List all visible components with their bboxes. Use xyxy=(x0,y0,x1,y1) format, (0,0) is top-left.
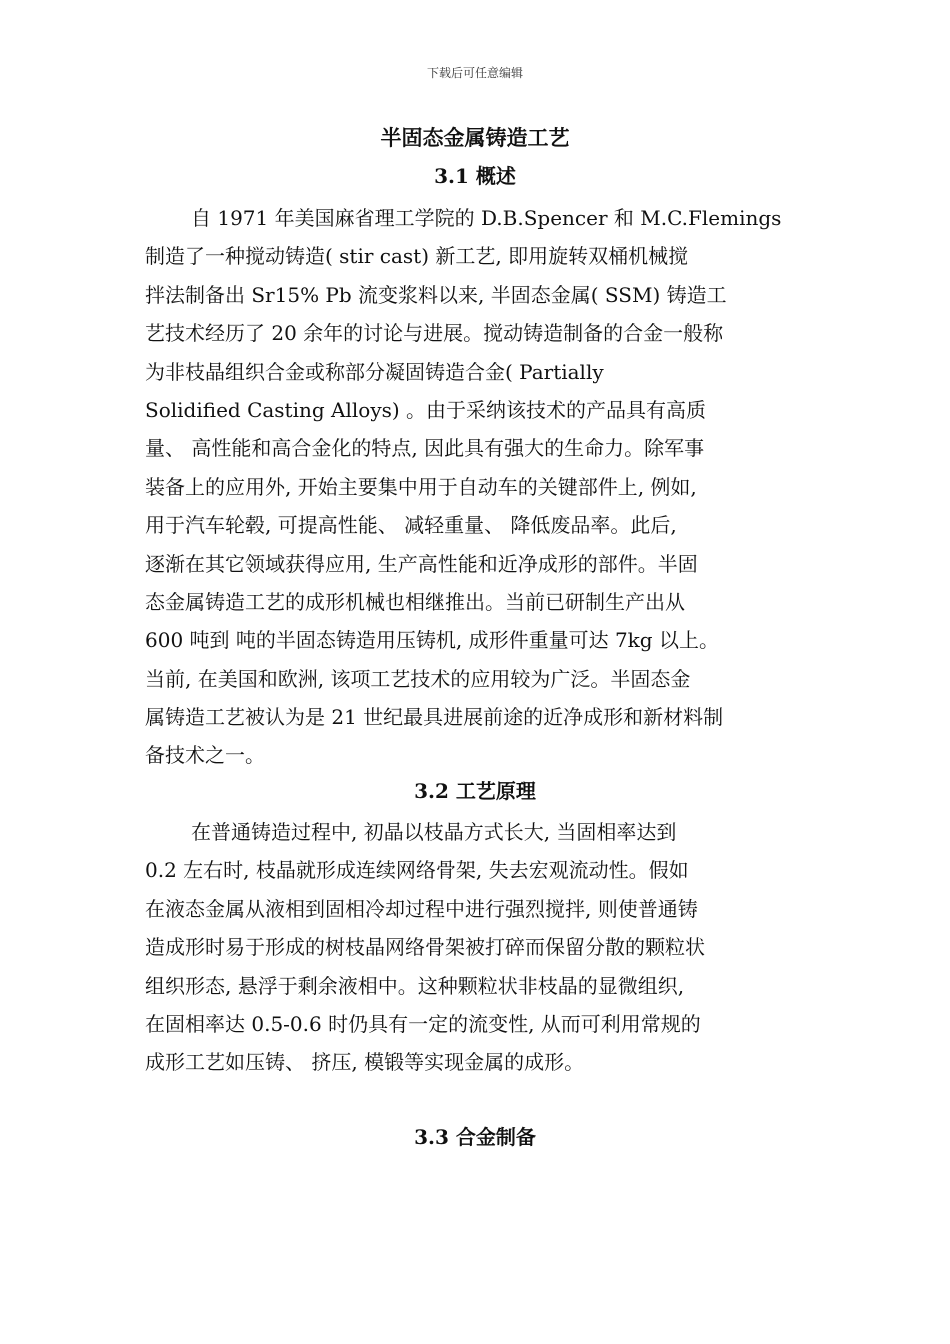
paragraph-line: 为非枝晶组织合金或称部分凝固铸造合金( Partially xyxy=(145,359,604,384)
paragraph-line: 装备上的应用外, 开始主要集中用于自动车的关键部件上, 例如, xyxy=(145,474,697,499)
paragraph-line: 当前, 在美国和欧洲, 该项工艺技术的应用较为广泛。半固态金 xyxy=(145,666,691,691)
paragraph-line: 在液态金属从液相到固相冷却过程中进行强烈搅拌, 则使普通铸 xyxy=(145,896,698,921)
paragraph-line: 态金属铸造工艺的成形机械也相继推出。当前已研制生产出从 xyxy=(145,589,685,614)
paragraph-line: 在普通铸造过程中, 初晶以枝晶方式长大, 当固相率达到 xyxy=(191,820,677,844)
paragraph-line: 0.2 左右时, 枝晶就形成连续网络骨架, 失去宏观流动性。假如 xyxy=(145,858,689,883)
paragraph-line: 量、 高性能和高合金化的特点, 因此具有强大的生命力。除军事 xyxy=(145,436,705,461)
paragraph-line: 组织形态, 悬浮于剩余液相中。这种颗粒状非枝晶的显微组织, xyxy=(145,973,685,998)
paragraph-line: 艺技术经历了 20 余年的讨论与进展。搅动铸造制备的合金一般称 xyxy=(145,321,724,346)
paragraph-line: 600 吨到 吨的半固态铸造用压铸机, 成形件重量可达 7kg 以上。 xyxy=(145,628,719,653)
paragraph-line: 在固相率达 0.5-0.6 时仍具有一定的流变性, 从而可利用常规的 xyxy=(145,1011,701,1036)
paragraph-line: 造成形时易于形成的树枝晶网络骨架被打碎而保留分散的颗粒状 xyxy=(145,935,705,960)
paragraph-overview xyxy=(145,199,810,775)
paragraph-line: Solidified Casting Alloys) 。由于采纳该技术的产品具有高质 xyxy=(145,397,707,422)
paragraph-line: 成形工艺如压铸、 挤压, 模锻等实现金属的成形。 xyxy=(145,1050,585,1075)
paragraph-line: 制造了一种搅动铸造( stir cast) 新工艺, 即用旋转双桶机械搅 xyxy=(145,244,689,269)
document-title: 半固态金属铸造工艺 xyxy=(380,125,570,150)
paragraph-line: 属铸造工艺被认为是 21 世纪最具进展前途的近净成形和新材料制 xyxy=(145,705,724,730)
paragraph-line: 用于汽车轮毂, 可提高性能、 减轻重量、 降低废品率。此后, xyxy=(145,513,677,538)
paragraph-principle xyxy=(145,813,810,1082)
paragraph-line: 逐渐在其它领域获得应用, 生产高性能和近净成形的部件。半固 xyxy=(145,551,698,576)
section-heading-overview: 3.1 概述 xyxy=(434,164,516,188)
paragraph-line: 备技术之一。 xyxy=(145,743,265,768)
section-heading-principle: 3.2 工艺原理 xyxy=(414,779,536,803)
paragraph-line: 自 1971 年美国麻省理工学院的 D.B.Spencer 和 M.C.Flemings xyxy=(191,206,782,230)
page-header-note: 下载后可任意编辑 xyxy=(426,66,523,80)
paragraph-line: 拌法制备出 Sr15% Pb 流变浆料以来, 半固态金属( SSM) 铸造工 xyxy=(145,282,727,307)
section-heading-alloy-preparation: 3.3 合金制备 xyxy=(414,1125,536,1149)
